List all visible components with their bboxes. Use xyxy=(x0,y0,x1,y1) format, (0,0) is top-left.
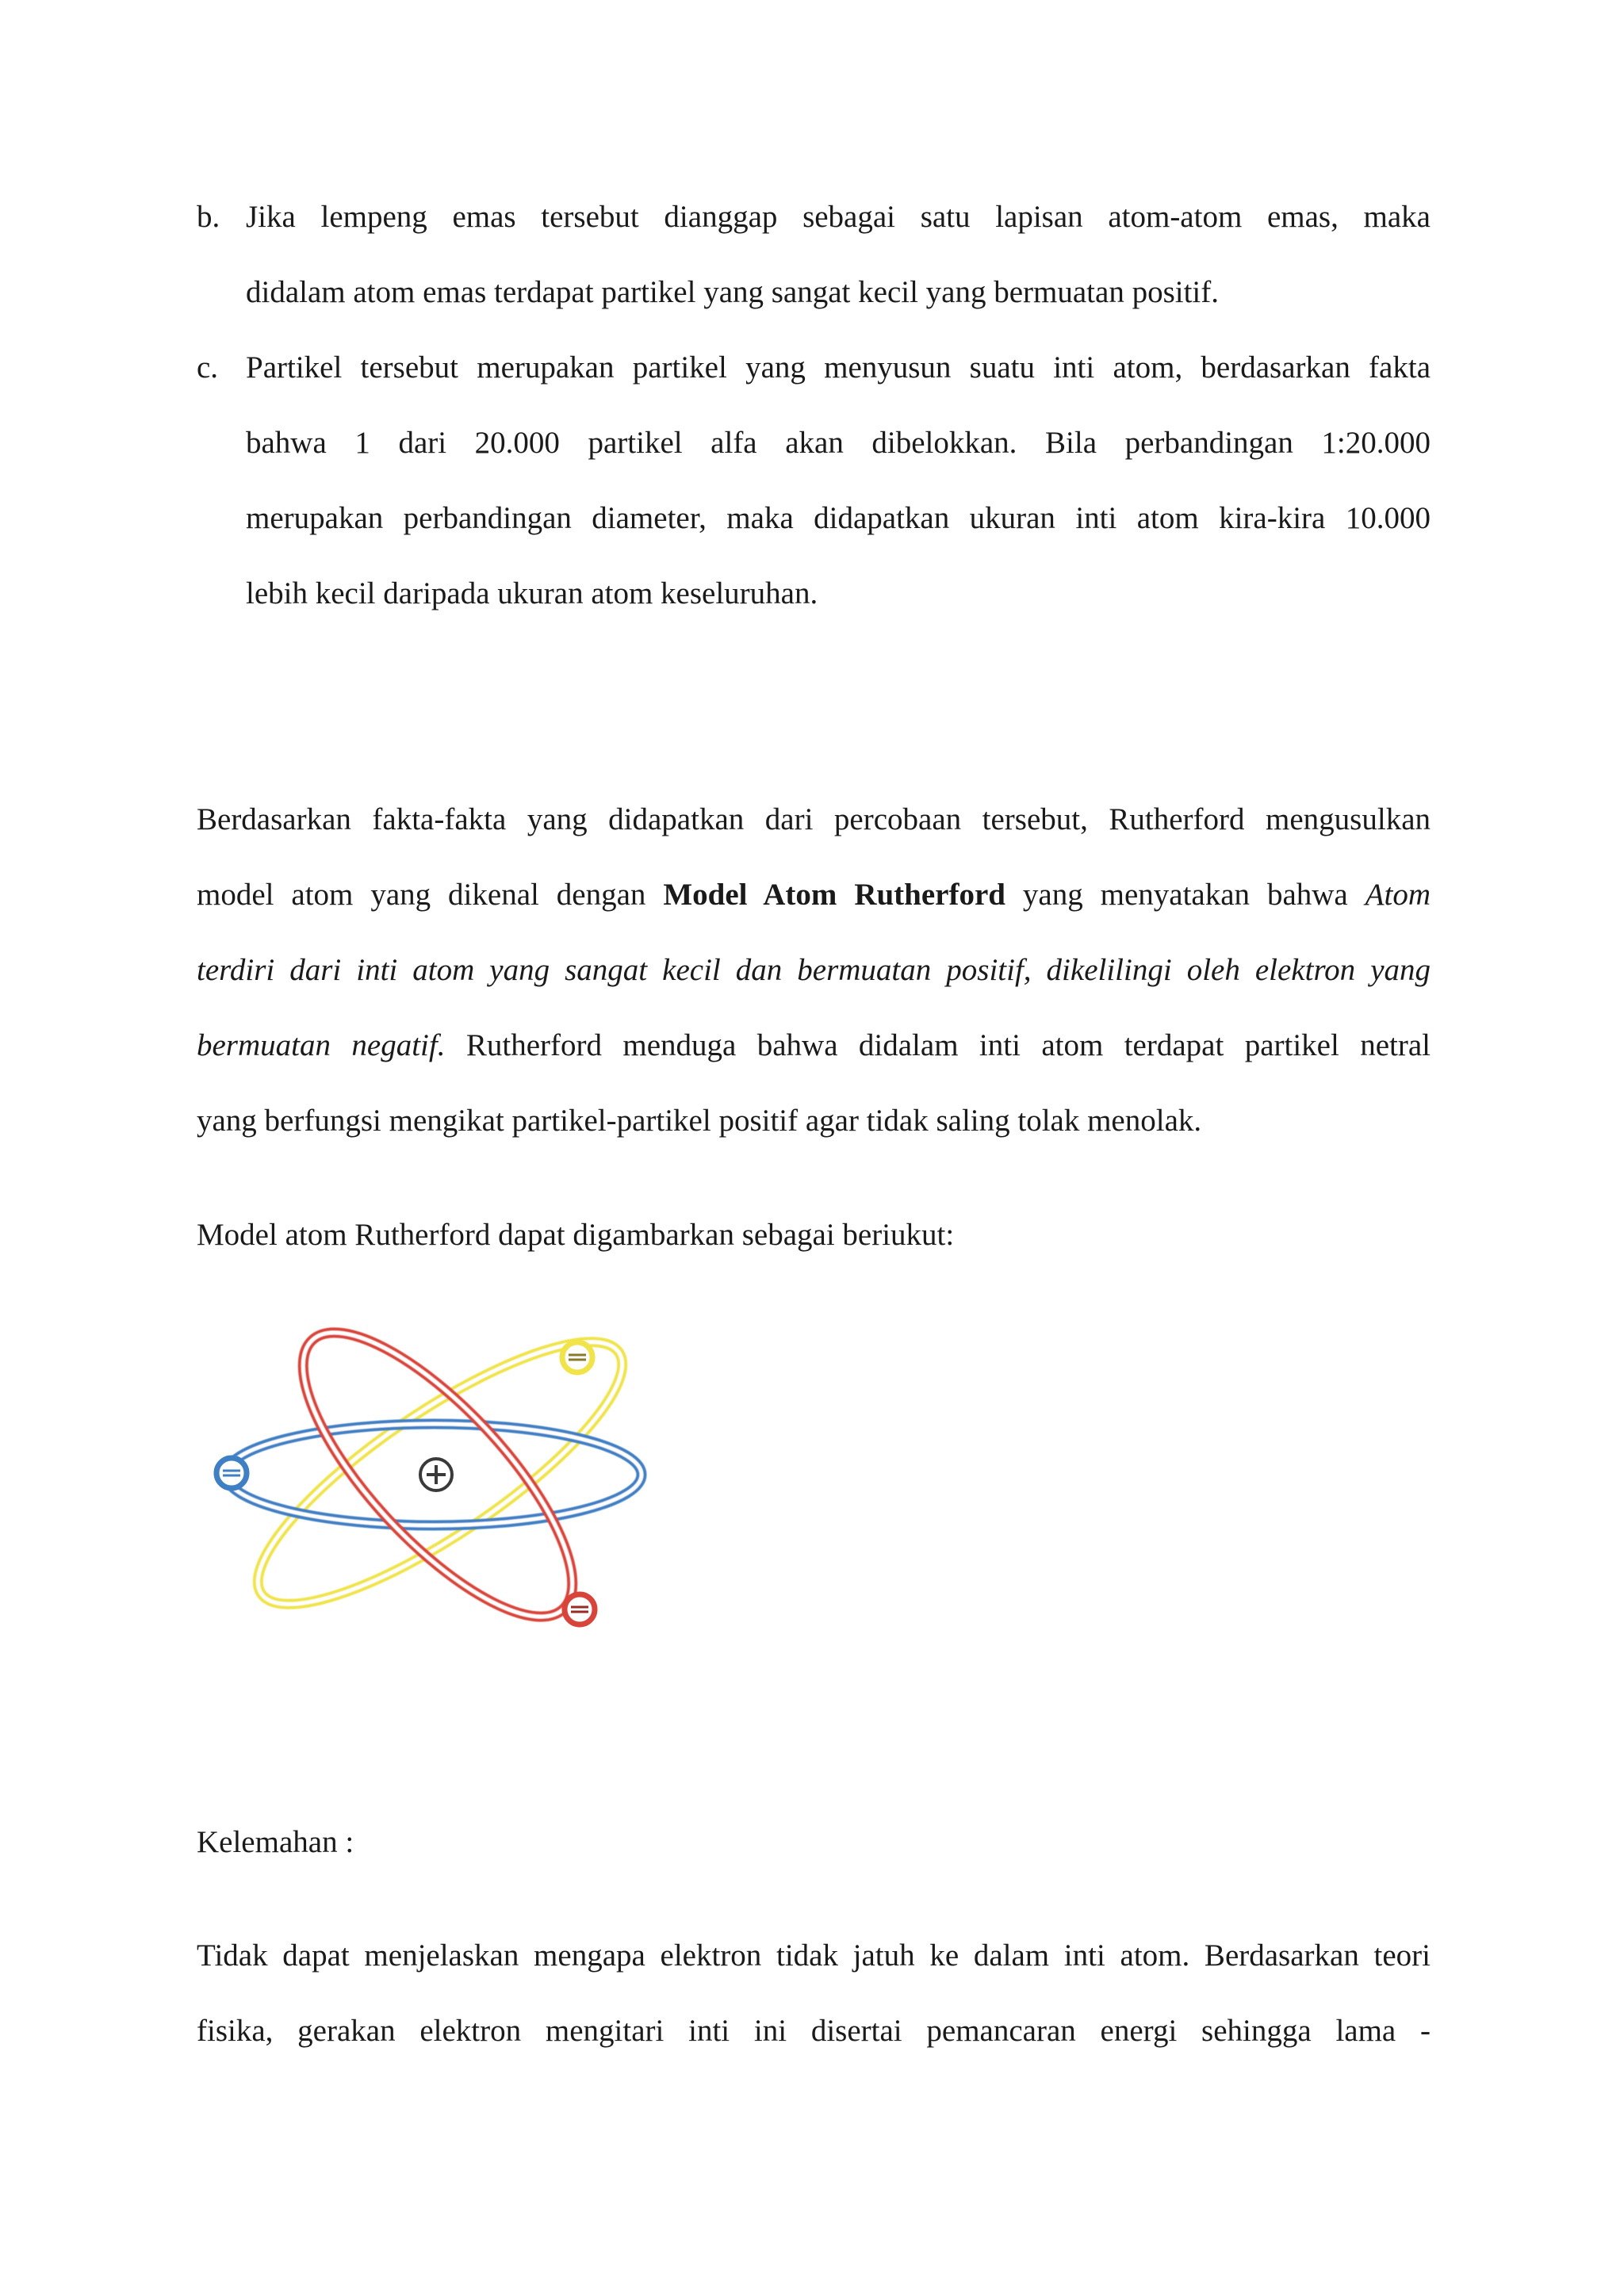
list-item-line: didalam atom emas terdapat partikel yang sangat kecil yang bermuatan positif. xyxy=(246,275,1219,309)
electron-icon xyxy=(562,1342,592,1372)
list-item-line: bahwa 1 dari 20.000 partikel alfa akan dibelokkan. Bila perbandingan 1:20.000 xyxy=(246,426,1431,460)
paragraph-line: yang berfungsi mengikat partikel-partikel positif agar tidak saling tolak menolak. xyxy=(197,1104,1202,1138)
list-item-line: lebih kecil daripada ukuran atom keseluruhan. xyxy=(246,576,818,610)
paragraph-line: terdiri dari inti atom yang sangat kecil dan bermuatan positif, dikelilingi oleh elektron yang xyxy=(197,953,1431,987)
rutherford-atom-diagram xyxy=(208,1316,652,1641)
paragraph-line: model atom yang dikenal dengan Model Atom Rutherford yang menyatakan bahwa Atom xyxy=(197,878,1431,912)
weakness-heading: Kelemahan : xyxy=(197,1825,354,1859)
electron-icon xyxy=(565,1594,595,1624)
paragraph-line: Tidak dapat menjelaskan mengapa elektron tidak jatuh ke dalam inti atom. Berdasarkan teori xyxy=(197,1938,1431,1973)
paragraph-line: bermuatan negatif. Rutherford menduga bahwa didalam inti atom terdapat partikel netral xyxy=(197,1028,1431,1062)
list-marker: c. xyxy=(197,350,219,385)
list-item-line: merupakan perbandingan diameter, maka didapatkan ukuran inti atom kira-kira 10.000 xyxy=(246,501,1431,535)
paragraph-line: fisika, gerakan elektron mengitari inti ini disertai pemancaran energi sehingga lama - xyxy=(197,2014,1431,2048)
nucleus-positive-icon xyxy=(420,1459,452,1490)
figure-intro-text: Model atom Rutherford dapat digambarkan sebagai beriukut: xyxy=(197,1218,955,1252)
list-item-line: Partikel tersebut merupakan partikel yang menyusun suatu inti atom, berdasarkan fakta xyxy=(246,350,1431,385)
bold-term-model-atom-rutherford: Model Atom Rutherford xyxy=(663,878,1005,912)
list-marker: b. xyxy=(197,200,220,234)
electron-icon xyxy=(216,1458,247,1488)
list-item-line: Jika lempeng emas tersebut dianggap sebagai satu lapisan atom-atom emas, maka xyxy=(246,200,1431,234)
paragraph-line: Berdasarkan fakta-fakta yang didapatkan dari percobaan tersebut, Rutherford mengusulkan xyxy=(197,802,1431,836)
